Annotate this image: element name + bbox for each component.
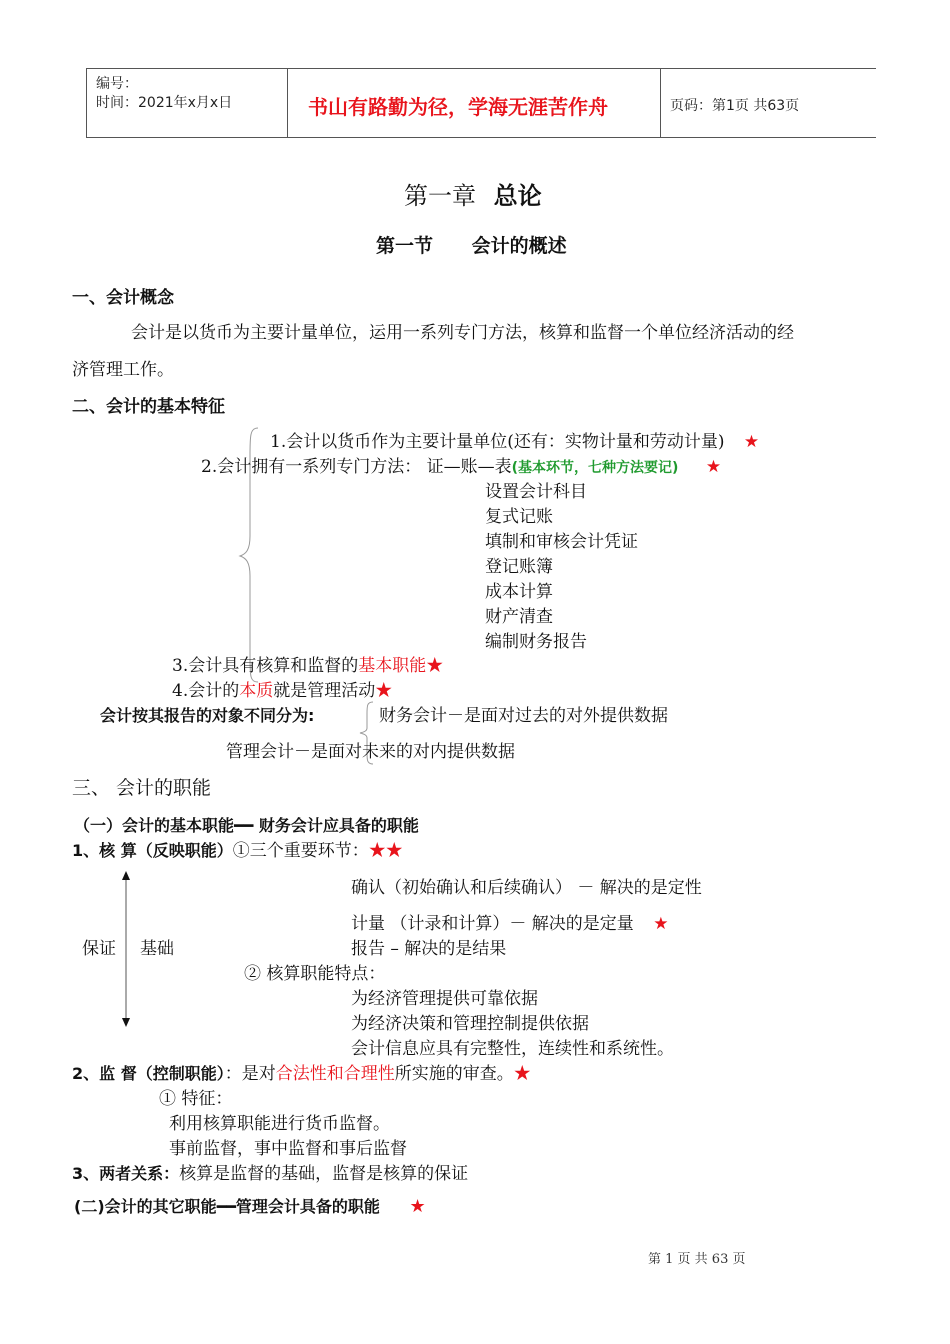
features-heading: 二、会计的基本特征 <box>72 397 225 417</box>
section-title <box>376 231 567 258</box>
header-page-label: 页码：第1页 共63页 <box>670 98 800 114</box>
method-item: 编制财务报告 <box>485 632 587 652</box>
header-number-label: 编号： <box>96 76 138 92</box>
section-name: 会计的概述 <box>471 235 567 257</box>
feature-4 <box>172 676 392 701</box>
accounting-trait: 为经济管理提供可靠依据 <box>351 989 538 1009</box>
guarantee-label: 保证 <box>82 939 116 959</box>
supervision-trait: 事前监督，事中监督和事后监督 <box>169 1139 407 1159</box>
concept-paragraph-line1: 会计是以货币为主要计量单位，运用一系列专门方法，核算和监督一个单位经济活动的经 <box>131 323 794 343</box>
feature-4-text-end: 就是管理活动 <box>273 681 376 701</box>
functions-heading: 三、 会计的职能 <box>72 777 212 799</box>
relation-title: 3、两者关系： <box>72 1164 180 1183</box>
chapter-title <box>404 176 542 211</box>
footer-page-number: 第 1 页 共 63 页 <box>648 1252 746 1267</box>
star-icon: ★ <box>375 681 393 701</box>
header-divider-1 <box>287 69 288 137</box>
method-item: 设置会计科目 <box>485 482 587 502</box>
supervision-highlight: 合法性和合理性 <box>275 1064 395 1084</box>
feature-2-note: (基本环节，七种方法要记) <box>511 460 679 476</box>
star-icon: ★ <box>743 432 760 452</box>
other-functions-heading <box>74 1194 426 1217</box>
star-icon: ★ <box>409 1196 426 1217</box>
supervision-title: 2、监 督（控制职能） <box>72 1064 225 1083</box>
feature-4-text: 4.会计的 <box>172 681 240 701</box>
accounting-function-title: 1、核 算（反映职能） <box>72 841 233 860</box>
chapter-prefix: 第一章 <box>404 182 476 210</box>
accounting-step-2-text: 计量 （计录和计算）－ 解决的是定量 <box>351 914 634 934</box>
supervision-traits-heading: ① 特征： <box>159 1089 233 1109</box>
star-icon: ★ <box>705 457 722 477</box>
method-item: 复式记账 <box>485 507 553 527</box>
method-item: 成本计算 <box>485 582 553 602</box>
star-icon: ★ <box>426 656 444 676</box>
concept-paragraph-line2: 济管理工作。 <box>72 360 174 380</box>
accounting-trait: 为经济决策和管理控制提供依据 <box>351 1014 589 1034</box>
management-accounting: 管理会计－是面对未来的对内提供数据 <box>226 742 515 762</box>
relation <box>72 1159 468 1184</box>
foundation-label: 基础 <box>140 939 174 959</box>
accounting-traits-heading: ② 核算职能特点： <box>244 964 386 984</box>
concept-heading: 一、会计概念 <box>72 288 174 308</box>
chapter-name: 总论 <box>493 182 542 210</box>
supervision-text-end: 所实施的审查。 <box>394 1064 514 1084</box>
feature-1-text: 1.会计以货币作为主要计量单位(还有：实物计量和劳动计量) <box>270 432 725 452</box>
feature-2 <box>201 452 721 477</box>
header-divider-2 <box>660 69 661 137</box>
feature-3-highlight: 基本职能 <box>358 656 427 676</box>
feature-3-text: 3.会计具有核算和监督的 <box>172 656 359 676</box>
accounting-function-subtitle: ①三个重要环节： <box>232 841 369 861</box>
method-item: 财产清查 <box>485 607 553 627</box>
accounting-split-label: 会计按其报告的对象不同分为: <box>100 706 315 725</box>
star-icon: ★★ <box>368 841 403 861</box>
supervision-trait: 利用核算职能进行货币监督。 <box>169 1114 390 1134</box>
supervision-function <box>72 1059 531 1084</box>
accounting-trait: 会计信息应具有完整性，连续性和系统性。 <box>351 1039 674 1059</box>
star-icon: ★ <box>653 914 669 934</box>
relation-text: 核算是监督的基础，监督是核算的保证 <box>179 1164 469 1184</box>
supervision-text: ：是对 <box>224 1064 276 1084</box>
feature-3 <box>172 651 443 676</box>
double-arrow-icon <box>118 870 134 1028</box>
financial-accounting: 财务会计－是面对过去的对外提供数据 <box>379 706 668 726</box>
accounting-step-3: 报告 – 解决的是结果 <box>351 939 507 959</box>
star-icon: ★ <box>513 1064 531 1084</box>
accounting-step-1: 确认（初始确认和后续确认） － 解决的是定性 <box>351 878 702 898</box>
header-table <box>86 68 876 138</box>
header-motto: 书山有路勤为径，学海无涯苦作舟 <box>308 95 608 119</box>
accounting-step-2 <box>351 909 668 934</box>
basic-functions-heading: （一）会计的基本职能━━ 财务会计应具备的职能 <box>74 816 419 835</box>
accounting-function <box>72 836 403 861</box>
header-border-left <box>86 69 87 137</box>
section-prefix: 第一节 <box>376 235 434 257</box>
method-item: 登记账簿 <box>485 557 553 577</box>
feature-2-text: 2.会计拥有一系列专门方法： 证—账—表 <box>201 457 512 477</box>
feature-1 <box>270 427 759 452</box>
method-item: 填制和审核会计凭证 <box>485 532 638 552</box>
other-functions-text: (二)会计的其它职能━━管理会计具备的职能 <box>74 1197 380 1216</box>
header-time-label: 时间：2021年x月x日 <box>96 95 233 111</box>
feature-4-highlight: 本质 <box>239 681 274 701</box>
